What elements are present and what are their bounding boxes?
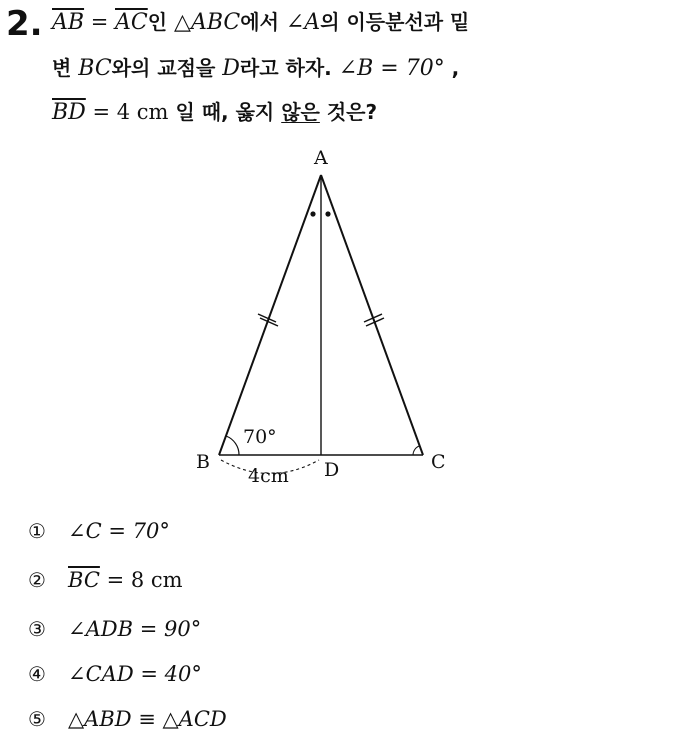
text-in: 인 (147, 10, 175, 34)
text-byeon: 변 (52, 56, 79, 80)
label-angle-b: 70° (243, 426, 277, 448)
option-5-text: △ABD ≡ △ACD (68, 707, 227, 731)
angle-dot-right (325, 211, 330, 216)
option-2-text: = 8 cm (99, 568, 183, 592)
option-5-number: ⑤ (28, 707, 46, 731)
text-intersection: 와의 교점을 (111, 56, 223, 80)
option-1-number: ① (28, 519, 46, 543)
equals-sign: = (84, 10, 116, 34)
segment-ab: $\overline{AB}$ (52, 10, 85, 35)
option-3-number: ③ (28, 617, 46, 641)
option-4-text: ∠CAD = 40° (68, 662, 202, 686)
triangle-figure (190, 142, 460, 492)
comma: , (444, 56, 460, 80)
question-line-3 (52, 98, 377, 127)
option-1[interactable] (28, 516, 170, 548)
text-when: 일 때, 옳지 (168, 100, 282, 124)
point-d: D (222, 56, 240, 81)
option-1-text: ∠C = 70° (68, 519, 170, 543)
option-2-segment: $\overline{BC}$ (68, 568, 100, 592)
question-number: 2. (6, 4, 43, 44)
option-3-text: ∠ADB = 90° (68, 617, 202, 641)
option-5[interactable] (28, 704, 227, 736)
segment-ac: $\overline{AC}$ (115, 10, 148, 35)
angle-b-value: ∠B = 70° (338, 56, 445, 81)
angle-arc-c (413, 446, 419, 455)
label-c: C (431, 451, 446, 473)
option-4-number: ④ (28, 662, 46, 686)
side-ab (219, 175, 321, 455)
text-eseo: 에서 (240, 10, 286, 34)
text-not-underlined: 않은 (281, 100, 320, 124)
angle-dot-left (310, 211, 315, 216)
segment-bc: BC (78, 56, 112, 81)
option-3[interactable] (28, 614, 201, 646)
option-2[interactable] (28, 565, 183, 597)
triangle-abc: △ABC (174, 10, 241, 35)
angle-arc-b (226, 436, 239, 455)
angle-a: ∠A (285, 10, 321, 35)
option-2-number: ② (28, 568, 46, 592)
segment-bd: $\overline{BD}$ (52, 100, 86, 125)
text-let: 라고 하자. (239, 56, 339, 80)
question-line-1 (52, 8, 469, 37)
option-4[interactable] (28, 659, 202, 691)
question-line-2 (52, 54, 459, 83)
label-b: B (196, 451, 210, 473)
text-which: 것은? (319, 100, 378, 124)
bd-value: = 4 cm (85, 100, 169, 124)
text-bisector: 의 이등분선과 밑 (320, 10, 470, 34)
label-d: D (324, 459, 340, 481)
label-length-bd: 4cm (248, 465, 289, 487)
label-a: A (314, 147, 328, 169)
side-ac (321, 175, 423, 455)
